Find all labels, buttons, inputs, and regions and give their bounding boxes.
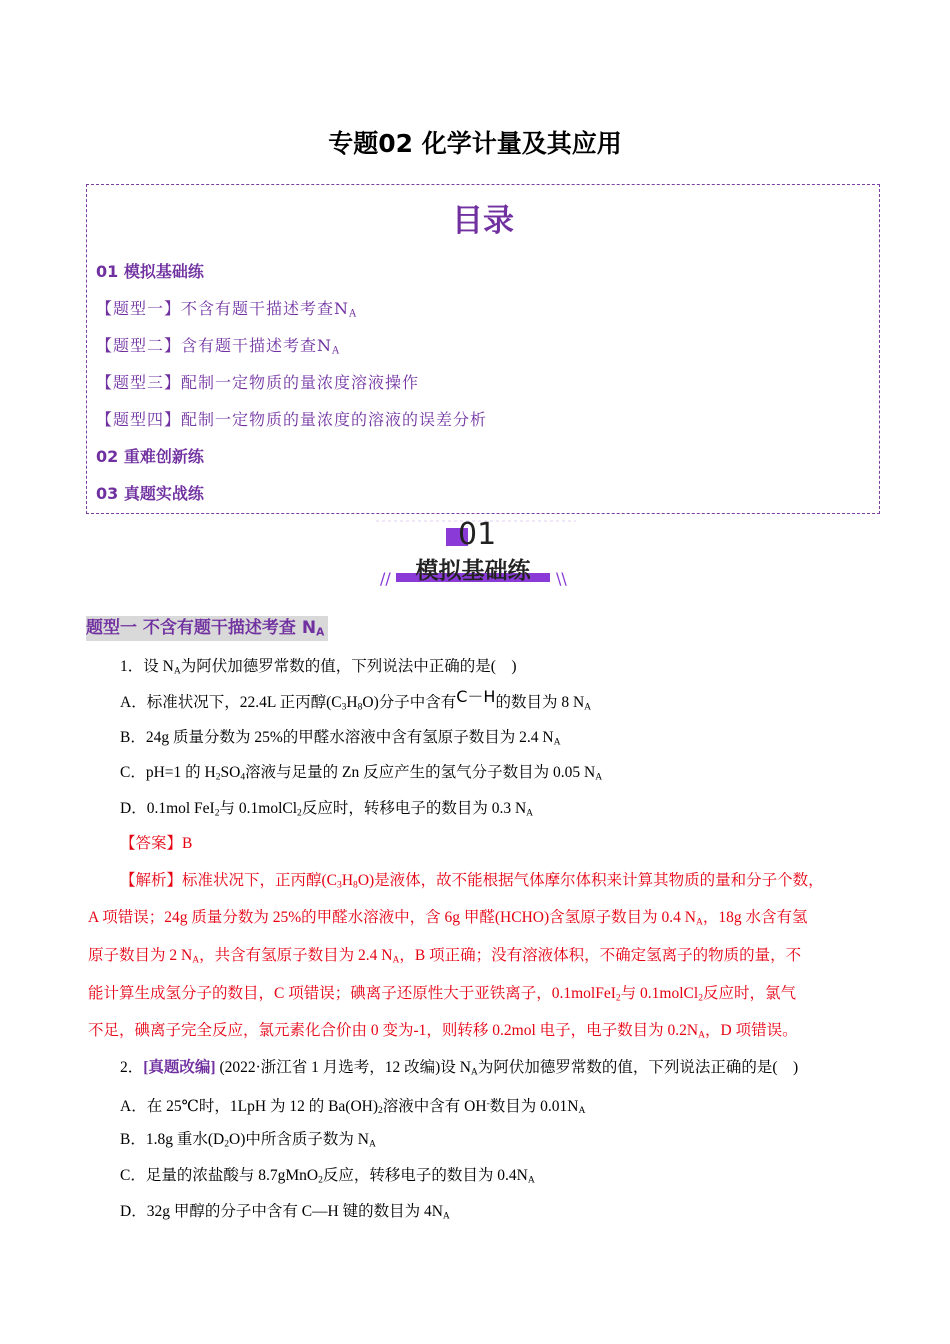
q1-analysis-line2: A 项错误；24g 质量分数为 25%的甲醛水溶液中，含 6g 甲醛(HCHO)含氢原子数目为 0.4 $N_A$，18g 水含有氢 [88,909,808,928]
type1-header: 题型一 不含有题干描述考查 $N_A$ [86,616,328,641]
q1-analysis-line3: 原子数目为 2 $N_A$，共含有氢原子数目为 2.4 $N_A$，B 项正确；没有溶液体积，不确定氢离子的物质的量，不 [88,947,802,966]
toc-section-2[interactable]: 02 重难创新练 [96,447,204,466]
table-of-contents [86,184,880,514]
q1-analysis-line5: 不足，碘离子完全反应，氯元素化合价由 0 变为-1，则转移 0.2mol 电子，电子数目为 $0.2N_A$，D 项错误。 [88,1022,798,1041]
page-title: 专题02 化学计量及其应用 [328,129,622,158]
toc-type-1[interactable]: 【题型一】不含有题干描述考查$N_A$ [96,299,358,320]
q1-option-a[interactable]: A．标准状况下，22.4L 正丙醇$(C_3H_8O)$分子中含有C－H的数目为 8 $N_A$ [120,687,592,713]
q1-analysis-line4: 能计算生成氢分子的数目，C 项错误；碘离子还原性大于亚铁离子，0.1molFeI$_2$与 0.1molCl$_2$反应时，氯气 [88,985,796,1004]
banner-left-slash: // [380,569,391,588]
q1-option-b[interactable]: B．24g 质量分数为 25%的甲醛水溶液中含有氢原子数目为 2.4 $N_A$ [120,729,561,748]
q1-analysis-line1: 【解析】标准状况下，正丙醇$(C_3H_8O)$是液体，故不能根据气体摩尔体积来计算其物质的量和分子个数， [120,872,824,891]
toc-type-2[interactable]: 【题型二】含有题干描述考查$N_A$ [96,336,341,357]
q2-option-b[interactable]: B．1.8g 重水$(D_2O)$中所含质子数为 $N_A$ [120,1131,376,1150]
q2-option-d[interactable]: D．32g 甲醇的分子中含有 C—H 键的数目为 $4N_A$ [120,1203,450,1222]
q2-option-a[interactable]: A．在 25℃时，1LpH 为 12 的 $Ba(OH)_2$溶液中含有 OH-数目为 $0.01N_A$ [120,1097,586,1117]
banner-right-slash: \\ [556,569,567,588]
q2-stem: 2．[真题改编] (2022·浙江省 1 月选考，12 改编)设 $N_A$为阿伏加德罗常数的值，下列说法正确的是( ) [120,1059,799,1078]
q1-option-c[interactable]: C．pH=1 的 $H_2SO_4$溶液与足量的 Zn 反应产生的氢气分子数目为 0.05 $N_A$ [120,764,603,783]
toc-section-3[interactable]: 03 真题实战练 [96,484,204,503]
banner-label: 模拟基础练 [415,558,531,584]
q1-option-d[interactable]: D．0.1mol FeI$_2$与 0.1molCl$_2$反应时，转移电子的数目为 0.3 $N_A$ [120,800,534,819]
banner-number: 01 [458,517,497,552]
q2-tag: [真题改编] [143,1059,216,1076]
toc-heading: 目录 [452,203,514,239]
q2-option-c[interactable]: C．足量的浓盐酸与 8.7gMnO$_2$反应，转移电子的数目为 $0.4N_A$ [120,1167,535,1186]
q1-stem: 1．设 $N_A$为阿伏加德罗常数的值，下列说法中正确的是( ) [120,658,517,677]
toc-section-1[interactable]: 01 模拟基础练 [96,262,204,281]
toc-type-3[interactable]: 【题型三】配制一定物质的量浓度溶液操作 [96,373,420,392]
section-banner [376,512,576,592]
q1-answer: 【答案】B [120,835,193,852]
toc-type-4[interactable]: 【题型四】配制一定物质的量浓度的溶液的误差分析 [96,410,488,429]
